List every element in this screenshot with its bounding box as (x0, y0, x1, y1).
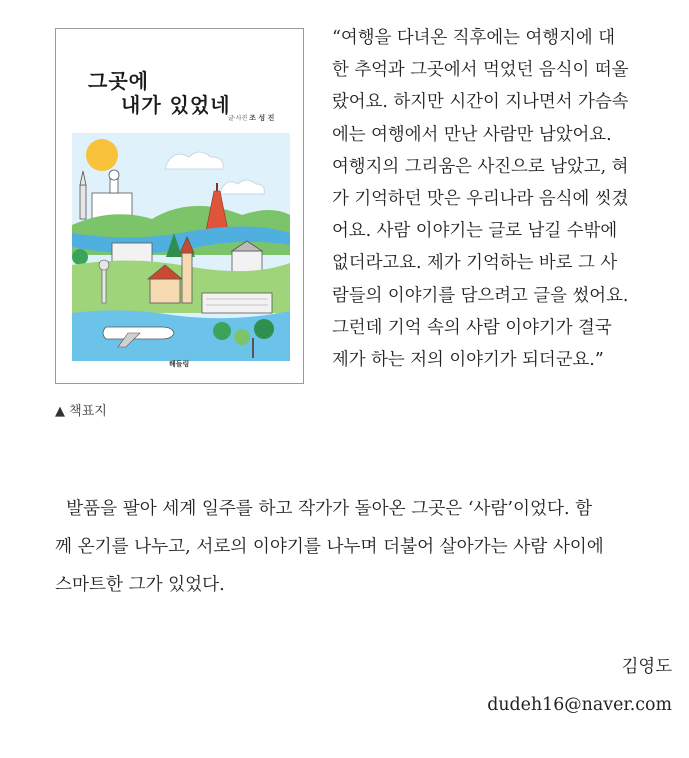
body-paragraph (55, 490, 675, 604)
quote-line: 한 추억과 그곳에서 먹었던 음식이 떠올 (332, 60, 629, 81)
signature (487, 648, 672, 724)
book-title-line2: 내가 있었네 (121, 93, 231, 117)
book-author-role: 글·사진 (228, 115, 248, 122)
sun-icon (86, 139, 118, 171)
book-author (228, 113, 274, 123)
quote-line: 랐어요. 하지만 시간이 지나면서 가슴속 (332, 92, 629, 113)
quote-block (332, 22, 672, 376)
quote-line: 제가 하는 저의 이야기가 되더군요.” (332, 350, 604, 371)
author-name: 김영도 (621, 657, 672, 677)
quote-line: “여행을 다녀온 직후에는 여행지에 대 (332, 28, 615, 48)
quote-line: 람들의 이야기를 담으려고 글을 썼어요. (332, 285, 629, 306)
quote-line: 에는 여행에서 만난 사람만 남았어요. (332, 124, 612, 145)
paragraph-line: 발품을 팔아 세계 일주를 하고 작가가 돌아온 그곳은 ‘사람’이었다. 함 (55, 499, 593, 519)
quote-line: 여행지의 그리움은 사진으로 남았고, 혀 (332, 156, 629, 177)
book-cover (55, 28, 304, 384)
paragraph-line: 께 온기를 나누고, 서로의 이야기를 나누며 더불어 살아가는 사람 사이에 (55, 537, 604, 557)
quote-line: 없더라고요. 제가 기억하는 바로 그 사 (332, 253, 618, 274)
author-email: dudeh16@naver.com (487, 695, 672, 715)
quote-line: 그런데 기억 속의 사람 이야기가 결국 (332, 317, 612, 338)
book-publisher: 해들링 (169, 360, 190, 368)
quote-line: 가 기억하던 맛은 우리나라 음식에 씻겼 (332, 189, 629, 210)
quote-line: 어요. 사람 이야기는 글로 남길 수밖에 (332, 221, 618, 242)
book-cover-illustration (72, 133, 290, 361)
image-caption: ▲ 책표지 (55, 404, 107, 419)
paragraph-line: 스마트한 그가 있었다. (55, 575, 225, 595)
book-title-line1: 그곳에 (88, 69, 149, 93)
book-author-name: 조 성 진 (249, 114, 275, 122)
